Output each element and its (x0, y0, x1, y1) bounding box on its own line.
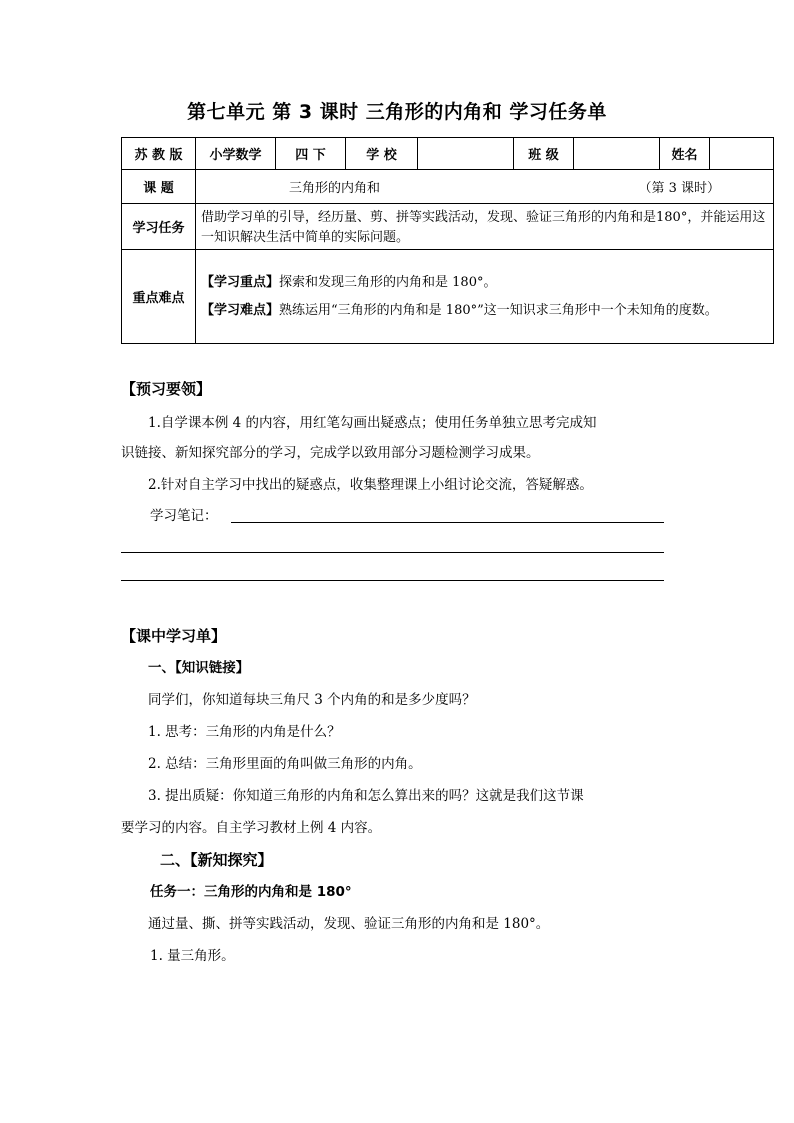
knowledge-link-title: 一、【知识链接】 (148, 660, 250, 676)
key-point-tag: 【学习重点】 (201, 274, 280, 290)
lesson-period: （第 3 课时） (638, 181, 720, 196)
lesson-topic: 三角形的内角和 (289, 181, 381, 196)
grade-cell: 四 下 (276, 138, 346, 170)
focus-label: 重点难点 (122, 250, 196, 344)
lesson-label: 课 题 (122, 170, 196, 204)
task-label: 学习任务 (122, 204, 196, 250)
knowledge-q1: 1. 思考：三角形的内角是什么？ (148, 724, 341, 740)
notes-line-2[interactable] (121, 552, 664, 553)
focus-cell (196, 250, 774, 344)
class-sheet-heading: 【课中学习单】 (121, 627, 227, 645)
key-point-text: 探索和发现三角形的内角和是 180°。 (279, 274, 497, 290)
lesson-topic-cell (196, 170, 774, 204)
school-field[interactable] (418, 138, 514, 170)
task1-text: 通过量、撕、拼等实践活动，发现、验证三角形的内角和是 180°。 (148, 916, 550, 932)
task1-title: 任务一：三角形的内角和是 180° (150, 884, 352, 900)
knowledge-q3-line1: 3. 提出质疑：你知道三角形的内角和怎么算出来的吗？这就是我们这节课 (148, 788, 584, 804)
lesson-info-table (121, 137, 774, 344)
name-label: 姓名 (660, 138, 710, 170)
subject-cell: 小学数学 (196, 138, 276, 170)
class-label: 班 级 (514, 138, 574, 170)
class-field[interactable] (574, 138, 660, 170)
preview-item1-line1: 1.自学课本例 4 的内容，用红笔勾画出疑惑点；使用任务单独立思考完成知 (148, 415, 597, 431)
knowledge-link-intro: 同学们，你知道每块三角尺 3 个内角的和是多少度吗？ (148, 692, 476, 708)
publisher-cell: 苏 教 版 (122, 138, 196, 170)
knowledge-q3-line2: 要学习的内容。自主学习教材上例 4 内容。 (121, 820, 382, 836)
knowledge-q2: 2. 总结：三角形里面的角叫做三角形的内角。 (148, 756, 422, 772)
notes-line-3[interactable] (121, 580, 664, 581)
difficulty-text: 熟练运用“三角形的内角和是 180°”这一知识求三角形中一个未知角的度数。 (279, 302, 718, 318)
preview-item2: 2.针对自主学习中找出的疑惑点，收集整理课上小组讨论交流，答疑解惑。 (148, 477, 593, 493)
preview-item1-line2: 识链接、新知探究部分的学习，完成学以致用部分习题检测学习成果。 (121, 445, 540, 461)
difficulty-tag: 【学习难点】 (201, 302, 280, 318)
notes-line-1[interactable] (231, 522, 664, 523)
step1: 1. 量三角形。 (150, 948, 235, 964)
notes-label: 学习笔记： (150, 508, 218, 524)
new-knowledge-title: 二、【新知探究】 (160, 851, 273, 869)
name-field[interactable] (710, 138, 774, 170)
preview-heading: 【预习要领】 (121, 380, 212, 398)
page-title: 第七单元 第 3 课时 三角形的内角和 学习任务单 (187, 101, 607, 123)
task-text: 借助学习单的引导，经历量、剪、拼等实践活动，发现、验证三角形的内角和是180°，并能运用这一知识解决生活中简单的实际问题。 (196, 204, 774, 250)
school-label: 学 校 (346, 138, 418, 170)
